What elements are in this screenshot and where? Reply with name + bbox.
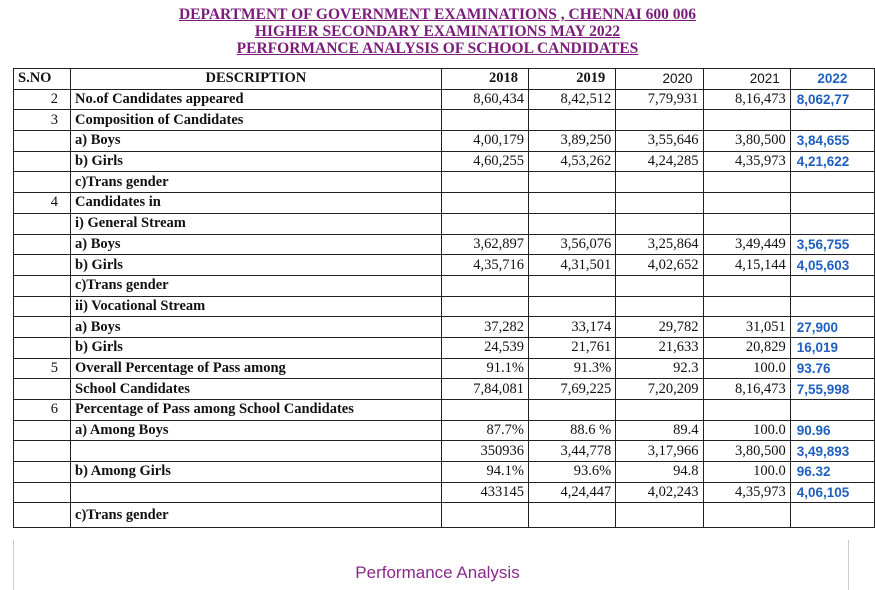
cell-2021: 3,80,500: [703, 131, 790, 152]
row-description: b) Among Girls: [71, 462, 442, 483]
row-description: No.of Candidates appeared: [71, 89, 442, 110]
cell-2022: 93.76: [790, 358, 874, 379]
row-sno: [14, 337, 71, 358]
row-sno: [14, 234, 71, 255]
cell-2018: 4,00,179: [441, 131, 528, 152]
row-description: a) Boys: [71, 317, 442, 338]
cell-2020: 92.3: [616, 358, 703, 379]
header-year-2020: 2020: [616, 69, 703, 90]
cell-2021: [703, 213, 790, 234]
cell-2022: 16,019: [790, 337, 874, 358]
cell-2018: 350936: [441, 441, 528, 462]
row-description: i) General Stream: [71, 213, 442, 234]
table-row: [14, 213, 875, 234]
title-exam: HIGHER SECONDARY EXAMINATIONS MAY 2022: [254, 23, 621, 40]
cell-2021: [703, 275, 790, 296]
table-row: [14, 379, 875, 400]
cell-2019: 8,42,512: [529, 89, 616, 110]
table-row: [14, 400, 875, 421]
row-sno: [14, 379, 71, 400]
cell-2018: [441, 172, 528, 193]
cell-2019: 33,174: [529, 317, 616, 338]
row-description: c)Trans gender: [71, 503, 442, 528]
cell-2021: [703, 110, 790, 131]
row-sno: [14, 172, 71, 193]
cell-2022: [790, 275, 874, 296]
cell-2021: [703, 296, 790, 317]
cell-2021: 3,80,500: [703, 441, 790, 462]
cell-2019: [529, 275, 616, 296]
cell-2019: [529, 193, 616, 214]
table-row: [14, 193, 875, 214]
cell-2019: [529, 172, 616, 193]
cell-2021: 31,051: [703, 317, 790, 338]
cell-2022: 3,49,893: [790, 441, 874, 462]
row-sno: [14, 151, 71, 172]
cell-2022: 3,56,755: [790, 234, 874, 255]
header-year-2022: 2022: [790, 69, 874, 90]
row-sno: [14, 317, 71, 338]
cell-2021: 4,35,973: [703, 482, 790, 503]
cell-2018: 7,84,081: [441, 379, 528, 400]
row-description: a) Boys: [71, 234, 442, 255]
cell-2020: 4,02,243: [616, 482, 703, 503]
cell-2018: 4,60,255: [441, 151, 528, 172]
header-year-2019: 2019: [529, 69, 616, 90]
table-row: [14, 317, 875, 338]
title-analysis: PERFORMANCE ANALYSIS OF SCHOOL CANDIDATES: [236, 40, 639, 57]
cell-2020: 21,633: [616, 337, 703, 358]
cell-2019: 7,69,225: [529, 379, 616, 400]
row-description: Candidates in: [71, 193, 442, 214]
cell-2020: [616, 275, 703, 296]
cell-2019: 21,761: [529, 337, 616, 358]
cell-2018: 433145: [441, 482, 528, 503]
cell-2018: [441, 503, 528, 528]
cell-2018: 91.1%: [441, 358, 528, 379]
table-row: [14, 358, 875, 379]
cell-2018: [441, 110, 528, 131]
table-row: [14, 110, 875, 131]
cell-2020: [616, 400, 703, 421]
row-sno: [14, 420, 71, 441]
row-description: School Candidates: [71, 379, 442, 400]
table-row: [14, 482, 875, 503]
row-sno: [14, 462, 71, 483]
cell-2020: [616, 172, 703, 193]
cell-2019: 3,44,778: [529, 441, 616, 462]
cell-2018: 8,60,434: [441, 89, 528, 110]
cell-2020: 89.4: [616, 420, 703, 441]
cell-2018: 37,282: [441, 317, 528, 338]
cell-2022: 4,05,603: [790, 255, 874, 276]
row-description: Composition of Candidates: [71, 110, 442, 131]
cell-2021: 100.0: [703, 358, 790, 379]
table-row: [14, 234, 875, 255]
cell-2018: 24,539: [441, 337, 528, 358]
cell-2021: 4,35,973: [703, 151, 790, 172]
row-sno: [14, 482, 71, 503]
cell-2019: [529, 503, 616, 528]
cell-2018: [441, 193, 528, 214]
row-description: Percentage of Pass among School Candidates: [71, 400, 442, 421]
cell-2021: 3,49,449: [703, 234, 790, 255]
cell-2020: 4,24,285: [616, 151, 703, 172]
table-row: [14, 151, 875, 172]
cell-2019: 91.3%: [529, 358, 616, 379]
cell-2020: [616, 296, 703, 317]
cell-2020: 4,02,652: [616, 255, 703, 276]
cell-2019: 4,53,262: [529, 151, 616, 172]
header-year-2021: 2021: [703, 69, 790, 90]
table-header-row: [14, 69, 875, 90]
cell-2022: [790, 213, 874, 234]
cell-2022: [790, 400, 874, 421]
cell-2022: 7,55,998: [790, 379, 874, 400]
document-titles: [0, 6, 875, 57]
title-department: DEPARTMENT OF GOVERNMENT EXAMINATIONS , CHENNAI 600 006: [178, 6, 697, 23]
cell-2021: 20,829: [703, 337, 790, 358]
cell-2020: 3,55,646: [616, 131, 703, 152]
cell-2021: [703, 172, 790, 193]
cell-2020: 29,782: [616, 317, 703, 338]
cell-2022: [790, 172, 874, 193]
row-description: c)Trans gender: [71, 172, 442, 193]
row-sno: [14, 255, 71, 276]
table-row: [14, 503, 875, 528]
table-row: [14, 255, 875, 276]
performance-table: [13, 68, 875, 528]
cell-2021: 100.0: [703, 462, 790, 483]
row-description: c)Trans gender: [71, 275, 442, 296]
table-row: [14, 172, 875, 193]
table-row: [14, 462, 875, 483]
cell-2018: 4,35,716: [441, 255, 528, 276]
cell-2019: [529, 213, 616, 234]
cell-2018: 87.7%: [441, 420, 528, 441]
cell-2019: 88.6 %: [529, 420, 616, 441]
cell-2021: [703, 400, 790, 421]
cell-2020: [616, 213, 703, 234]
row-sno: 2: [14, 89, 71, 110]
cell-2019: [529, 296, 616, 317]
cell-2020: [616, 193, 703, 214]
footer-caption: Performance Analysis: [355, 563, 520, 582]
cell-2019: 3,56,076: [529, 234, 616, 255]
row-description: b) Girls: [71, 255, 442, 276]
cell-2022: [790, 296, 874, 317]
row-description: b) Girls: [71, 151, 442, 172]
row-sno: 6: [14, 400, 71, 421]
cell-2022: 8,062,77: [790, 89, 874, 110]
row-description: a) Boys: [71, 131, 442, 152]
row-sno: [14, 441, 71, 462]
cell-2019: 3,89,250: [529, 131, 616, 152]
cell-2020: 3,25,864: [616, 234, 703, 255]
cell-2019: 4,24,447: [529, 482, 616, 503]
cell-2022: 4,06,105: [790, 482, 874, 503]
cell-2022: [790, 110, 874, 131]
row-description: [71, 482, 442, 503]
cell-2022: 27,900: [790, 317, 874, 338]
row-sno: [14, 503, 71, 528]
table-row: [14, 420, 875, 441]
cell-2020: [616, 110, 703, 131]
cell-2018: [441, 275, 528, 296]
row-sno: [14, 131, 71, 152]
row-sno: [14, 275, 71, 296]
cell-2021: 100.0: [703, 420, 790, 441]
header-year-2018: 2018: [441, 69, 528, 90]
cell-2019: 4,31,501: [529, 255, 616, 276]
row-description: b) Girls: [71, 337, 442, 358]
cell-2022: 90.96: [790, 420, 874, 441]
cell-2019: 93.6%: [529, 462, 616, 483]
cell-2020: 3,17,966: [616, 441, 703, 462]
cell-2018: [441, 400, 528, 421]
row-sno: 4: [14, 193, 71, 214]
header-sno: S.NO: [14, 69, 71, 90]
row-description: ii) Vocational Stream: [71, 296, 442, 317]
cell-2018: [441, 213, 528, 234]
cell-2021: [703, 503, 790, 528]
table-row: [14, 296, 875, 317]
cell-2019: [529, 400, 616, 421]
row-sno: 5: [14, 358, 71, 379]
row-sno: [14, 296, 71, 317]
cell-2021: [703, 193, 790, 214]
table-row: [14, 441, 875, 462]
cell-2020: 7,79,931: [616, 89, 703, 110]
table-row: [14, 275, 875, 296]
cell-2020: 7,20,209: [616, 379, 703, 400]
row-sno: 3: [14, 110, 71, 131]
table-row: [14, 89, 875, 110]
cell-2022: 96.32: [790, 462, 874, 483]
row-description: [71, 441, 442, 462]
cell-2022: 3,84,655: [790, 131, 874, 152]
cell-2020: 94.8: [616, 462, 703, 483]
row-description: Overall Percentage of Pass among: [71, 358, 442, 379]
cell-2018: 3,62,897: [441, 234, 528, 255]
cell-2022: [790, 193, 874, 214]
row-description: a) Among Boys: [71, 420, 442, 441]
cell-2018: 94.1%: [441, 462, 528, 483]
header-description: DESCRIPTION: [71, 69, 442, 90]
cell-2018: [441, 296, 528, 317]
cell-2021: 8,16,473: [703, 379, 790, 400]
row-sno: [14, 213, 71, 234]
table-row: [14, 337, 875, 358]
cell-2020: [616, 503, 703, 528]
cell-2021: 4,15,144: [703, 255, 790, 276]
cell-2022: [790, 503, 874, 528]
cell-2019: [529, 110, 616, 131]
cell-2022: 4,21,622: [790, 151, 874, 172]
table-row: [14, 131, 875, 152]
cell-2021: 8,16,473: [703, 89, 790, 110]
